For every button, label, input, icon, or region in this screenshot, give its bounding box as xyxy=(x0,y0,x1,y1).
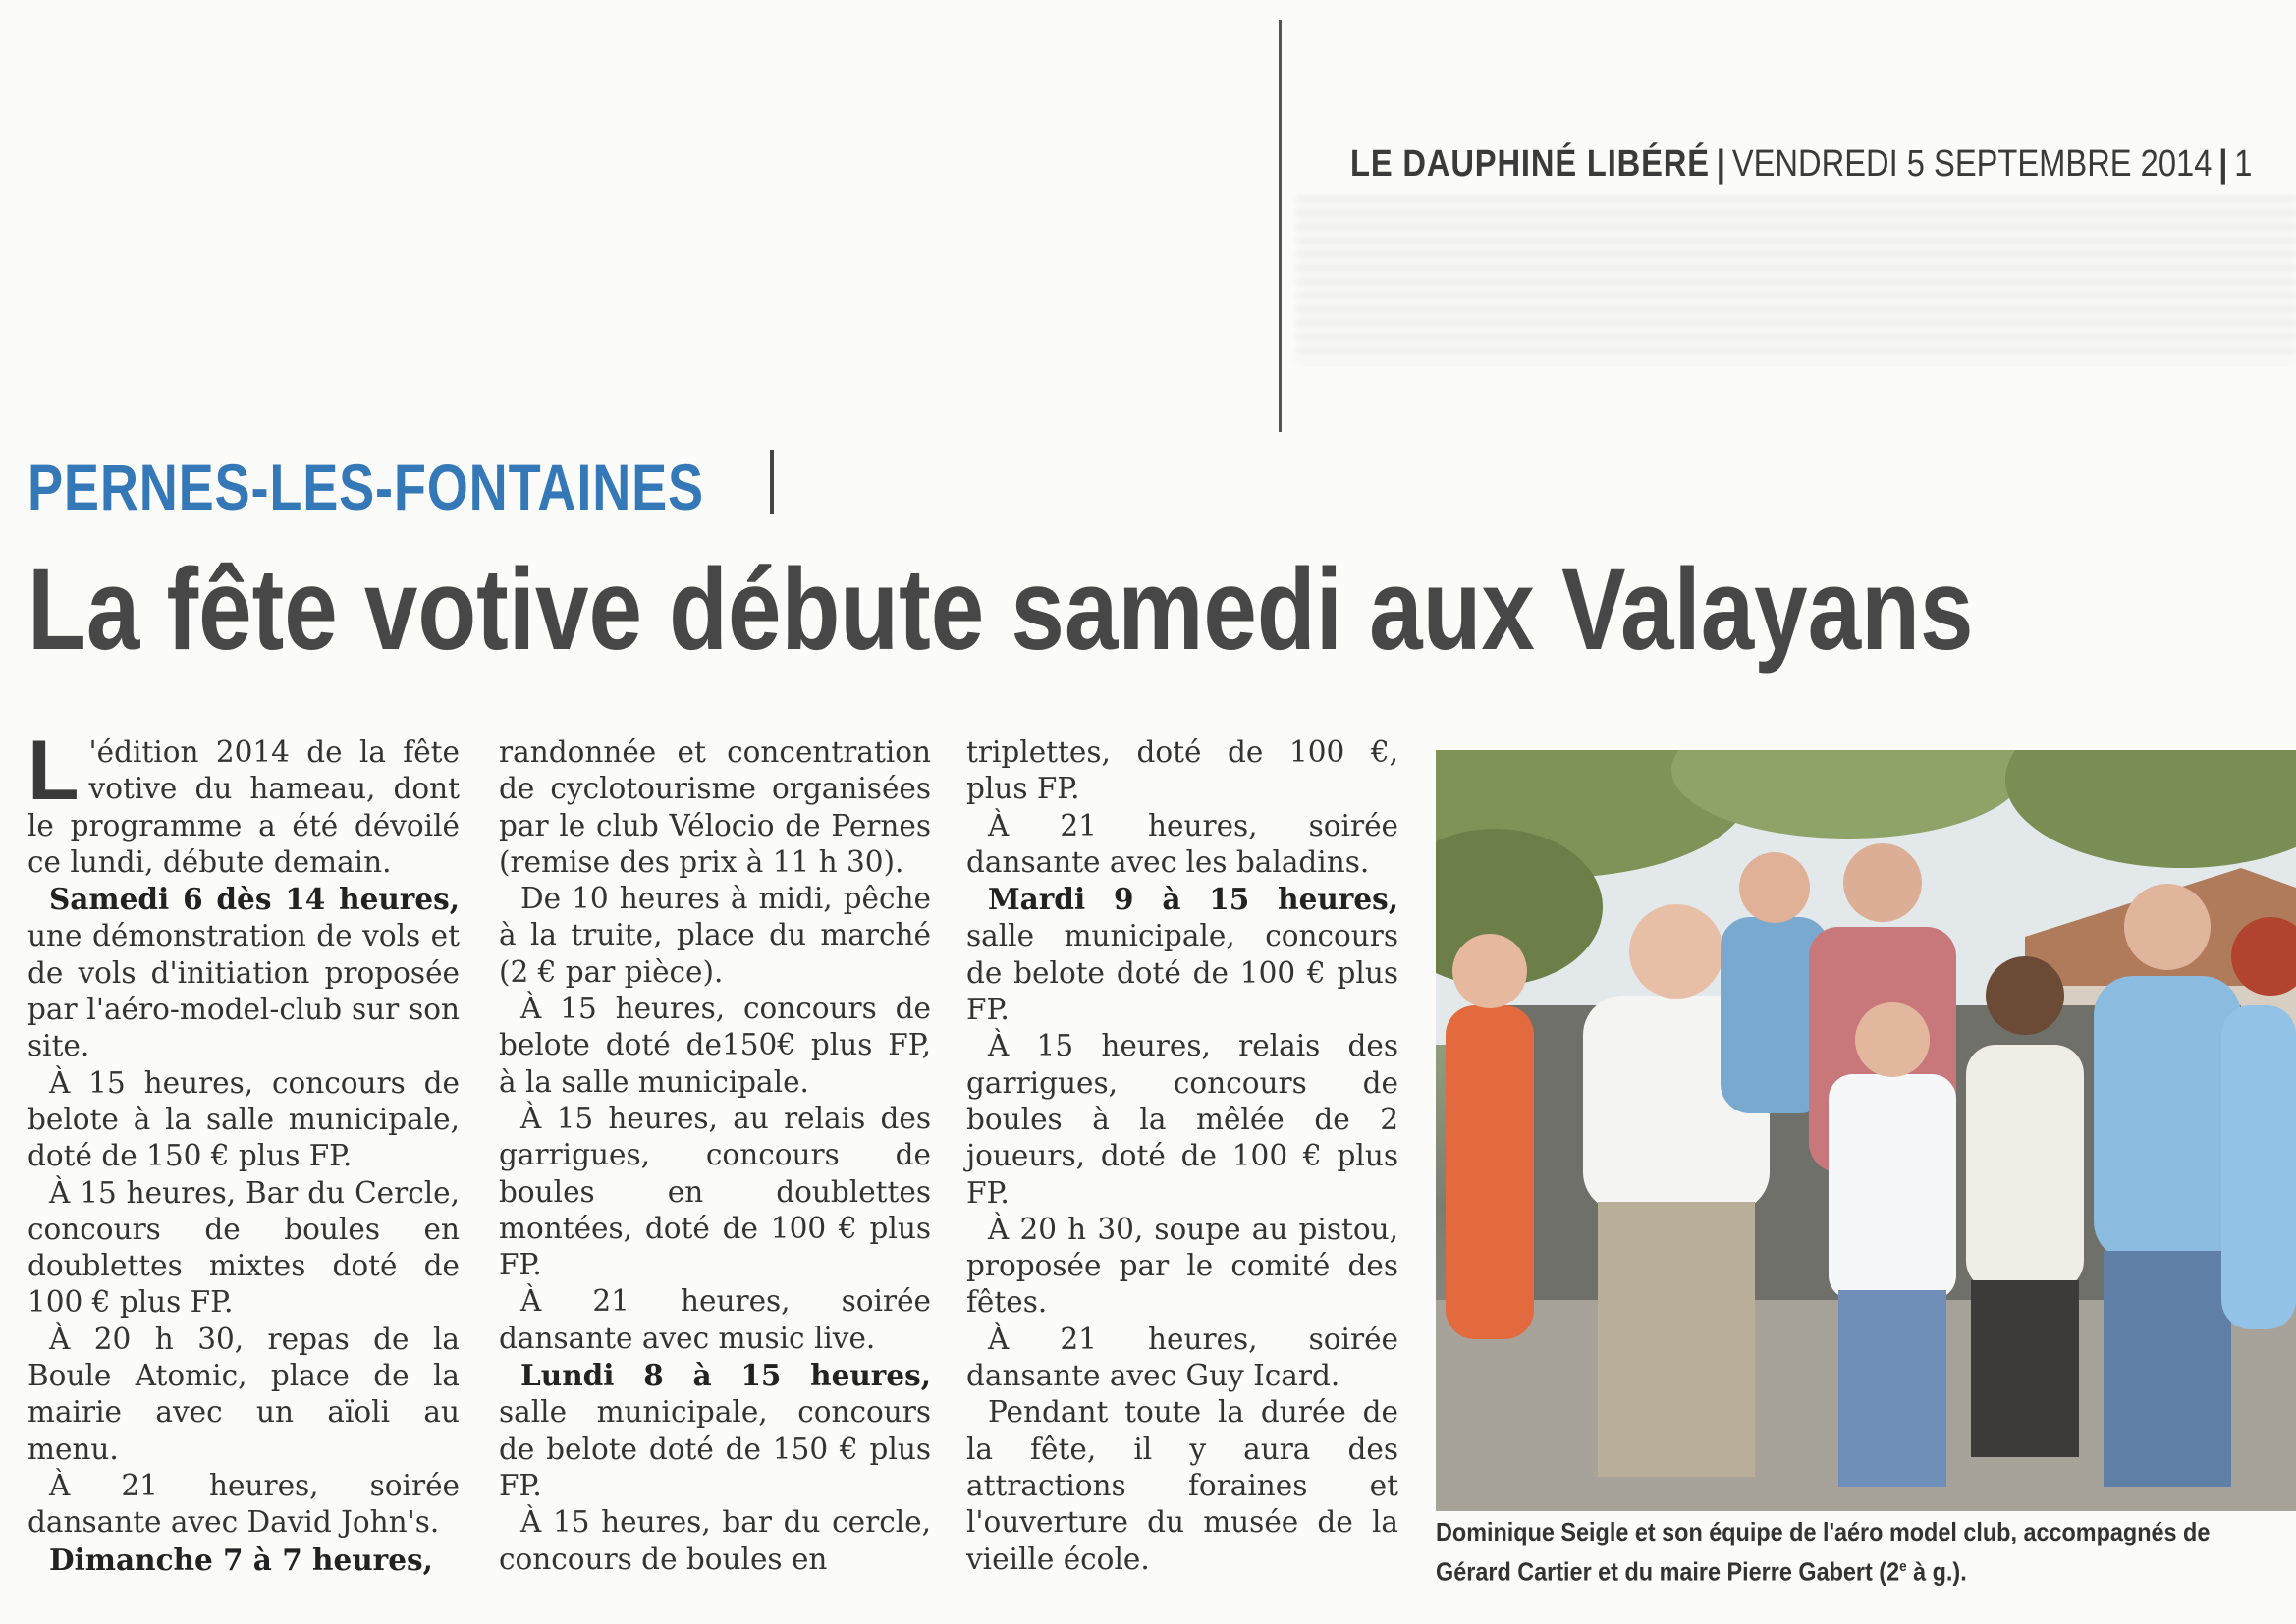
article-paragraph: randonnée et concentration de cyclotourisme organisées par le club Vélocio de Pernes (remise des prix à 11 h 30). xyxy=(499,735,931,879)
masthead-separator: | xyxy=(1716,143,1725,185)
schedule-day: Samedi 6 dès 14 heures, xyxy=(49,882,460,917)
article-paragraph: Samedi 6 dès 14 heures, une démonstration de vols et de vols d'initiation proposée par l'aéro-model-club sur son site. xyxy=(27,882,460,1063)
article-paragraph: À 15 heures, concours de belote à la salle municipale, doté de 150 € plus FP. xyxy=(27,1065,460,1173)
schedule-day: Dimanche 7 à 7 heures, xyxy=(49,1542,433,1577)
faded-print-area xyxy=(1296,196,2296,363)
issue-date: VENDREDI 5 SEPTEMBRE 2014 xyxy=(1731,143,2213,185)
article-paragraph xyxy=(27,1542,460,1579)
article-paragraph: De 10 heures à midi, pêche à la truite, place du marché (2 € par pièce). xyxy=(499,882,931,989)
article-paragraph: À 21 heures, soirée dansante avec les baladins. xyxy=(966,808,1398,879)
article-paragraph: Pendant toute la durée de la fête, il y aura des attractions foraines et l'ouverture du musée de la vieille école. xyxy=(966,1395,1398,1576)
photo-illustration xyxy=(1436,750,2296,1511)
page-number: 1 xyxy=(2234,143,2253,185)
schedule-day: Mardi 9 à 15 heures, xyxy=(988,882,1398,917)
locality-heading: PERNES-LES-FONTAINES xyxy=(27,451,704,523)
masthead-separator-2: | xyxy=(2218,143,2228,185)
article-paragraph: À 21 heures, soirée dansante avec music live. xyxy=(499,1284,931,1355)
article-paragraph: Lundi 8 à 15 heures, salle municipale, concours de belote doté de 150 € plus FP. xyxy=(499,1358,931,1502)
group-photo xyxy=(1436,750,2296,1511)
article-paragraph: À 15 heures, relais des garrigues, concours de boules à la mêlée de 2 joueurs, doté de 100 € plus FP. xyxy=(966,1029,1398,1210)
caption-text-end: à g.). xyxy=(1906,1556,1967,1587)
article-column-3 xyxy=(966,734,1398,1578)
article-paragraph: À 15 heures, Bar du Cercle, concours de boules en doublettes mixtes doté de 100 € plus FP. xyxy=(27,1175,460,1320)
article-paragraph: À 21 heures, soirée dansante avec David John's. xyxy=(27,1468,460,1540)
article-paragraph: À 15 heures, bar du cercle, concours de boules en xyxy=(499,1505,931,1576)
locality-bar xyxy=(770,450,774,514)
caption-line-1: Dominique Seigle et son équipe de l'aéro model club, accompagnés de xyxy=(1436,1517,2211,1546)
column-rule xyxy=(1279,20,1282,432)
drop-cap: L xyxy=(27,724,80,818)
article-paragraph: 'édition 2014 de la fête votive du hameau, dont le programme a été dévoilé ce lundi, débute demain. xyxy=(27,735,460,879)
headline: La fête votive débute samedi aux Valayans xyxy=(27,545,1974,675)
article-column-2 xyxy=(499,734,931,1578)
article-paragraph: À 15 heures, concours de belote doté de150€ plus FP, à la salle municipale. xyxy=(499,992,931,1099)
newspaper-name: LE DAUPHINÉ LIBÉRÉ xyxy=(1350,143,1710,185)
article-paragraph: À 15 heures, au relais des garrigues, concours de boules en doublettes montées, doté de 100 € plus FP. xyxy=(499,1101,931,1282)
caption-text: Gérard Cartier et du maire Pierre Gabert (2 xyxy=(1436,1556,1900,1587)
article-paragraph: À 20 h 30, repas de la Boule Atomic, place de la mairie avec un aïoli au menu. xyxy=(27,1322,460,1466)
schedule-day: Lundi 8 à 15 heures, xyxy=(520,1358,931,1393)
article-column-1 xyxy=(27,724,460,1579)
caption-line-2 xyxy=(1436,1549,2214,1590)
article-paragraph: À 20 h 30, soupe au pistou, proposée par le comité des fêtes. xyxy=(966,1212,1398,1320)
article-paragraph: triplettes, doté de 100 €, plus FP. xyxy=(966,735,1398,806)
article-paragraph: À 21 heures, soirée dansante avec Guy Icard. xyxy=(966,1322,1398,1393)
masthead xyxy=(1350,143,2252,186)
caption-superscript: e xyxy=(1899,1558,1907,1575)
photo-caption xyxy=(1436,1514,2214,1590)
article-paragraph: Mardi 9 à 15 heures, salle municipale, concours de belote doté de 100 € plus FP. xyxy=(966,882,1398,1027)
